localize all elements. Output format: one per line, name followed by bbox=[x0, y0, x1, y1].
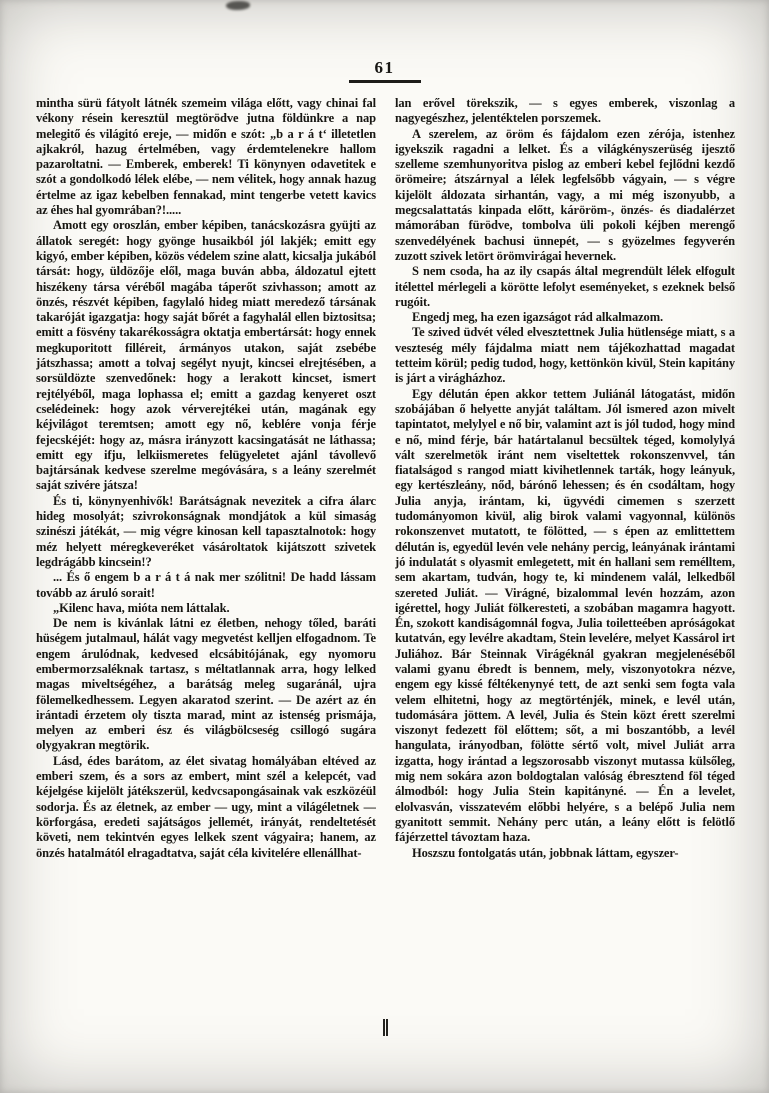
paragraph: mintha sürü fátyolt látnék szemeim világa előtt, vagy chinai fal vékony résein keresztül megtörödve jutna földünkre a nap melegitő és világitó ereje, — midőn e szót: „b a r á t‘ illetetlen ajkakról, hazug értelmében, vagy érdemtelenekre hallom pazaroltatni. — Emberek, emberek! Ti könynyen odavetitek e szót a gondolkodó lélek elébe, — nem vélitek, hogy annak hazug értelme az igaz kebelben fennakad, mint tengerbe vetett kavics az éhes hal gyomrában?!..... bbox=[36, 96, 376, 218]
paragraph: S nem csoda, ha az ily csapás által megrendült lélek elfogult itélettel mérlegeli a körötte lefolyt eseményeket, s ezeknek belső rugóit. bbox=[395, 264, 735, 309]
column-gutter bbox=[376, 96, 395, 1074]
column-divider-artifact bbox=[383, 1019, 388, 1036]
paragraph: „Kilenc hava, mióta nem láttalak. bbox=[53, 600, 230, 615]
paragraph: Te szived üdvét véled elvesztettnek Julia hütlensége miatt, s a veszteség mély fájdalma miatt nem tájékozhattad magadat tetteim körül; pedig tudod, hogy, kettönkön kivül, Stein kapitány is járt a virágházhoz. bbox=[395, 325, 735, 386]
scan-artifact bbox=[226, 1, 250, 10]
paragraph: Amott egy oroszlán, ember képiben, tanácskozásra gyüjti az állatok seregét: hogy gyönge husaikból jól lakjék; emitt egy kigyó, ember képiben, közös védelem szine alatt, kicsalja jukából társát: hogy, üldözője elől, maga buván abba, áldozatul ejtett hiszékeny társa véréből magába táperőt szivhasson; amott az önzés, részvét képiben, fagylaló hideg miatt meredező társának takaróját igazgatja: hogy saját bőrét a fagyhalál ellen biztositsa; emitt a fösvény takarékosságra oktatja embertársát: hogy ennek megkuporitott filléreit, ármányos utakon, saját zsebébe játszhassa; amott a tolvaj segélyt nyujt, kincsei elrejtésében, a sorsüldözte szenvedőnek: hogy a lerakott kincset, ismert rejtélyéből, maga lophassa el; emitt a gazdag kenyeret oszt cselédeinek: hogy azok vérverejtékei után, magának egy kéjvilágot teremtsen; amott egy nő, keblére vonja férje fejecskéjét: hogy az, másra irányzott kacsingatását ne láthassa; emitt egy ifju, lelkiismeretes felügyeletet ajánl távollevő bajtársának kedvese szerelme megóvására, s a leány szerelmét saját szivére játsza! bbox=[36, 218, 376, 493]
left-column bbox=[36, 96, 376, 1074]
paragraph: És ti, könynyenhivők! Barátságnak nevezitek a cifra álarc hideg mosolyát; szivrokonságnak mondjátok a kül simaság szinészi játékát, — mig végre kinosan kell tapasztalnotok: hogy méz helyett méregkeveréket vásároltatok kijátszott szivetek legdrágább kincsein!? bbox=[36, 493, 376, 569]
paragraph: Lásd, édes barátom, az élet sivatag homályában eltéved az emberi szem, és a sors az embert, mint szél a kelepcét, vad kéjelgése kijelölt játékszerül, kedvcsapongásainak vak eszközéül sodorja. És az életnek, az ember — ugy, mint a világéletnek — körforgása, eredeti sajátságos jellemét, irányát, rendeltetését követi, nem tekintvén egyes lelkek szent vágyaira; hanem, az önzés hatalmától elragadtatva, saját céla kivitelére ellenállhat- bbox=[36, 753, 376, 860]
paragraph: Engedj meg, ha ezen igazságot rád alkalmazom. bbox=[412, 310, 664, 325]
paragraph: Egy délután épen akkor tettem Juliánál látogatást, midőn szobájában ő helyette anyját találtam. Jól ismered azon mivelt tapintatot, melylyel e nő bir, valamint azt is jól tudod, hogy mind e nő, mind férje, bár határtalanul becsültek téged, komolylyá vált szerelmetök iránt nem viseltettek rokonszenvvel, tán fiatalságod s rangod miatt kivihetlennek tarták, hogy leányuk, egy kertészleány, nőd, bárónő lehessen; és én csodáltam, hogy Julia anyja, irántam, ki, ügyvédi cimemen s szerzett tudományomon kivül, alig birok valami vagyonnal, különös rokonszenvet mutatott, te fölötted, — s épen az emlittettem délután is, egyedül levén vele nehány percig, leányának irántami jó indulatát s olyasmit emlegetett, mit én hallani sem remélltem, sem akartam, tudván, hogy te, ki mindenem valál, lelkedből szereted Juliát. — Virágné, bizalommal levén hozzám, azon igérettel, hogy Juliát fölkeresteti, a szobában magamra hagyott. Én, szokott kandiságomnál fogva, Julia toiletteében apróságokat kutatván, egy levélre akadtam, Stein levelére, melyet Kassárol irt Juliához. Bár Steinnak Virágéknál gyakran megjelenéséből valami gyanu ébredt is bennem, mely, viszonyotokra nézve, engem egy kissé féltékenynyé tett, de azt senki sem fogta vala velem elhitetni, hogy az megtörténjék, minek, e levél után, tudomására jöttem. A levél, Julia és Stein közt érett szerelmi viszonyt fedezett föl előttem; sőt, a mi boszantóbb, a levél hangulata, irányodban, fölötte sértő volt, mivel Juliát arra izgatta, hogy irántad a legszorosabb viszonyt mutassa külsőleg, mig nem sokára azon boldogtalan valóság ébresztend föl téged álmodból: hogy Julia Stein kapitányné. — Én a levelet, elolvasván, visszatevém előbbi helyére, s a belépő Julia nem gyanitott semmit. Nehány perc után, a leány előtt is felötlő fájérzettel távoztam haza. bbox=[395, 386, 735, 845]
paragraph: Hoszszu fontolgatás után, jobbnak láttam, egyszer- bbox=[412, 845, 679, 860]
page-number: 61 bbox=[349, 58, 421, 83]
text-columns bbox=[0, 94, 769, 1074]
paragraph: A szerelem, az öröm és fájdalom ezen zérója, istenhez igyekszik ragadni a lelket. És a világkényszerüség ijesztő szelleme szemhunyoritva pislog az emberi kebel fejlődni kezdő örömeire; átszárnyal a lélek legfelsőbb vágyain, — s végre kijelölt áldozata sirhantán, vagy, a mi még iszonyubb, a megcsalattatás kinpada előtt, káröröm-, önzés- és diadalérzet mámorában fürödve, tombolva üli pokoli kéjben merengő szenvedélyének bachusi ünnepét, — s gyözelmes fegyverén zuzott szivek letört örömvirágai hevernek. bbox=[395, 126, 735, 263]
page-header bbox=[0, 0, 769, 94]
right-column bbox=[395, 96, 735, 1074]
paragraph: De nem is kivánlak látni ez életben, nehogy tőled, baráti hüségem jutalmaul, hálát vagy megvetést kelljen elfogadnom. Te engem árulódnak, kedvesed elcsábitójának, egy nyomoru embermorzsaléknak tartasz, s méltatlannak arra, hogy lelked magas miveltségéhez, a barátság meleg sugaránál, ujra fölemelkedhessem. Legyen akaratod szerint. — De azért az én irántadi érzetem oly tiszta marad, mint az istenség prismája, melyen az emberi ész és világbölcseség csillogó sugára olygyakran megtörik. bbox=[36, 616, 376, 753]
paragraph: ... És ő engem b a r á t á nak mer szólitni! De hadd lássam tovább az áruló sorait! bbox=[36, 570, 376, 600]
paragraph: lan erővel törekszik, — s egyes emberek, viszonlag a nagyegészhez, jelentéktelen porszemek. bbox=[395, 96, 735, 126]
